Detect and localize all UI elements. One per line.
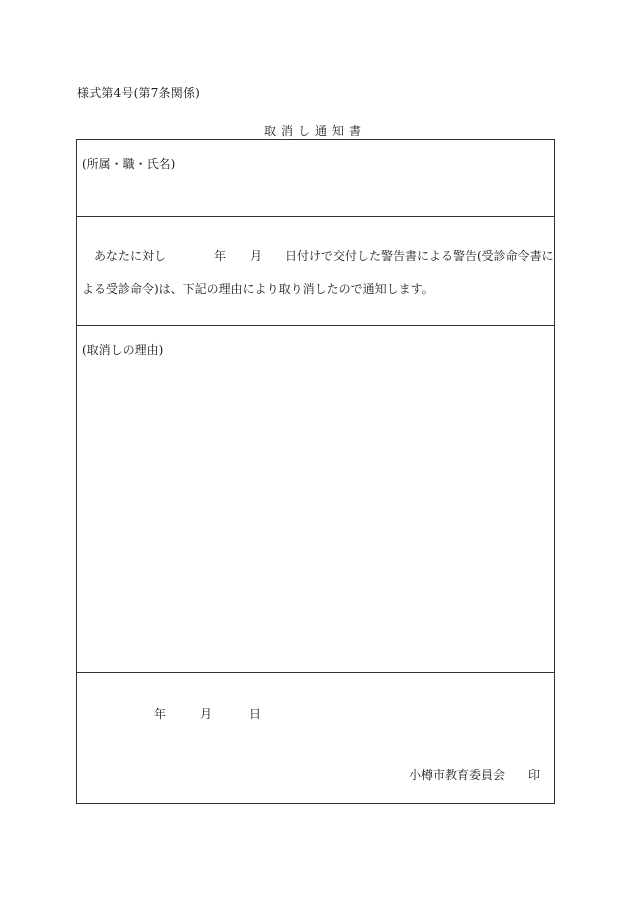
form-table [76, 139, 555, 804]
form-title: 取消し通知書 [263, 124, 366, 138]
reason-row [77, 326, 554, 673]
signature-row [77, 673, 554, 803]
form-number: 様式第4号(第7条関係) [77, 86, 201, 100]
notice-prefix: あなたに対し [94, 249, 167, 263]
notice-line2: よる受診命令)は、下記の理由により取り消したので通知します。 [82, 282, 434, 296]
notice-line1-suffix: 日付けで交付した警告書による警告(受診命令書に [285, 249, 554, 263]
issuer-name: 小樽市教育委員会 [409, 768, 506, 782]
notice-year: 年 [214, 249, 227, 263]
affiliation-row [77, 140, 554, 217]
affiliation-label: (所属・職・氏名) [82, 157, 176, 171]
reason-label: (取消しの理由) [82, 343, 164, 357]
notice-month: 月 [250, 249, 263, 263]
notice-row [77, 217, 554, 326]
date-day: 日 [249, 707, 262, 721]
seal-mark: 印 [528, 768, 541, 782]
date-month: 月 [200, 707, 213, 721]
date-year: 年 [154, 707, 167, 721]
